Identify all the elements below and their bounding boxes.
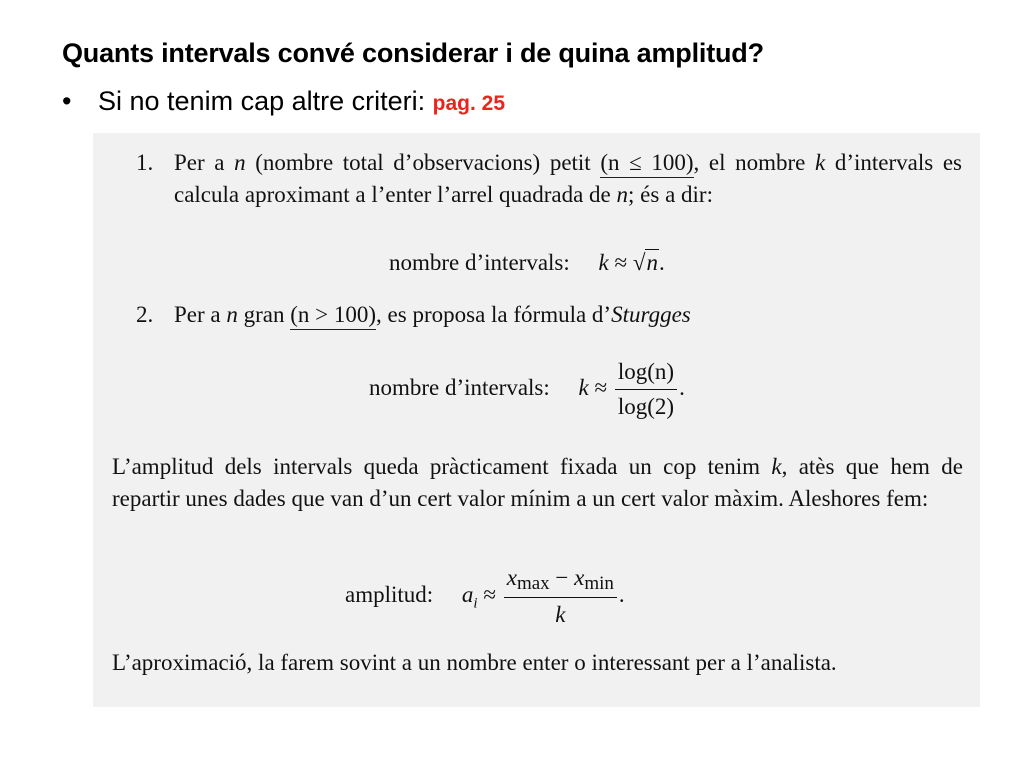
math-var: a [461,581,474,607]
math-var: k [578,374,589,400]
subscript: min [584,573,614,594]
approx-symbol: ≈ [483,581,496,607]
page-reference: pag. 25 [432,92,506,115]
punctuation: . [679,374,685,400]
item-number: 2. [136,302,154,327]
approx-symbol: ≈ [594,374,608,400]
textbook-excerpt [93,133,980,707]
approx-symbol: ≈ [614,250,628,275]
bullet-text: Si no tenim cap altre criteri: [98,86,426,116]
formula-sturges [369,357,685,422]
bullet-item [62,86,505,117]
text-span: d’intervals es calcula aproximant a l’enter l’arrel quadrada de [174,150,962,207]
math-var: n [226,302,238,327]
bullet-symbol: • [62,86,72,116]
text-span: L’amplitud dels intervals queda pràcticament fixada un cop tenim [112,454,772,479]
text-span: , atès que hem de repartir unes dades que van d’un cert valor mínim a un cert valor màxim. Aleshores fem: [112,454,963,511]
formula-name: Sturgges [611,302,691,327]
denominator: k [555,602,566,627]
paragraph-approximation: L’aproximació, la farem sovint a un nombre enter o interessant per a l’analista. [112,650,837,675]
math-var: x [574,565,585,590]
root-symbol: √ [632,250,646,275]
item-number: 1. [136,150,154,175]
item-text [174,147,962,211]
item-text [174,299,962,331]
denominator: log(2) [617,394,675,419]
subscript: max [516,573,550,594]
math-var: n [234,150,246,175]
math-var: n [616,182,629,207]
math-var: x [506,565,517,590]
condition-underlined: (n > 100) [290,302,376,330]
formula-label: nombre d’intervals: [389,250,570,275]
minus-symbol: − [549,565,575,590]
condition-underlined: (n ≤ 100) [600,150,693,178]
numerator [504,563,617,598]
math-var: k [771,454,782,479]
formula-amplitude [345,563,625,630]
fraction [504,563,617,630]
punctuation: . [618,581,625,607]
numerator: log(n) [615,357,677,390]
math-var: k [815,150,826,175]
math-var: k [598,250,609,275]
fraction [615,357,677,422]
sqrt-expression [633,247,659,279]
formula-label: nombre d’intervals: [369,374,550,400]
paragraph-amplitude [112,451,963,515]
radicand: n [646,250,658,275]
text-span: gran [237,302,291,327]
formula-sqrt [389,247,665,279]
slide-title: Quants intervals convé considerar i de quina amplitud? [62,38,764,68]
formula-label: amplitud: [345,581,434,607]
text-span: Per a [174,150,235,175]
punctuation: . [658,250,665,275]
text-span: ; és a dir: [628,182,713,207]
subscript: i [473,595,478,612]
text-span: Per a [174,302,227,327]
text-span: , el nombre [693,150,816,175]
text-span: (nombre total d’observacions) petit [245,150,601,175]
text-span: , es proposa la fórmula d’ [376,302,612,327]
